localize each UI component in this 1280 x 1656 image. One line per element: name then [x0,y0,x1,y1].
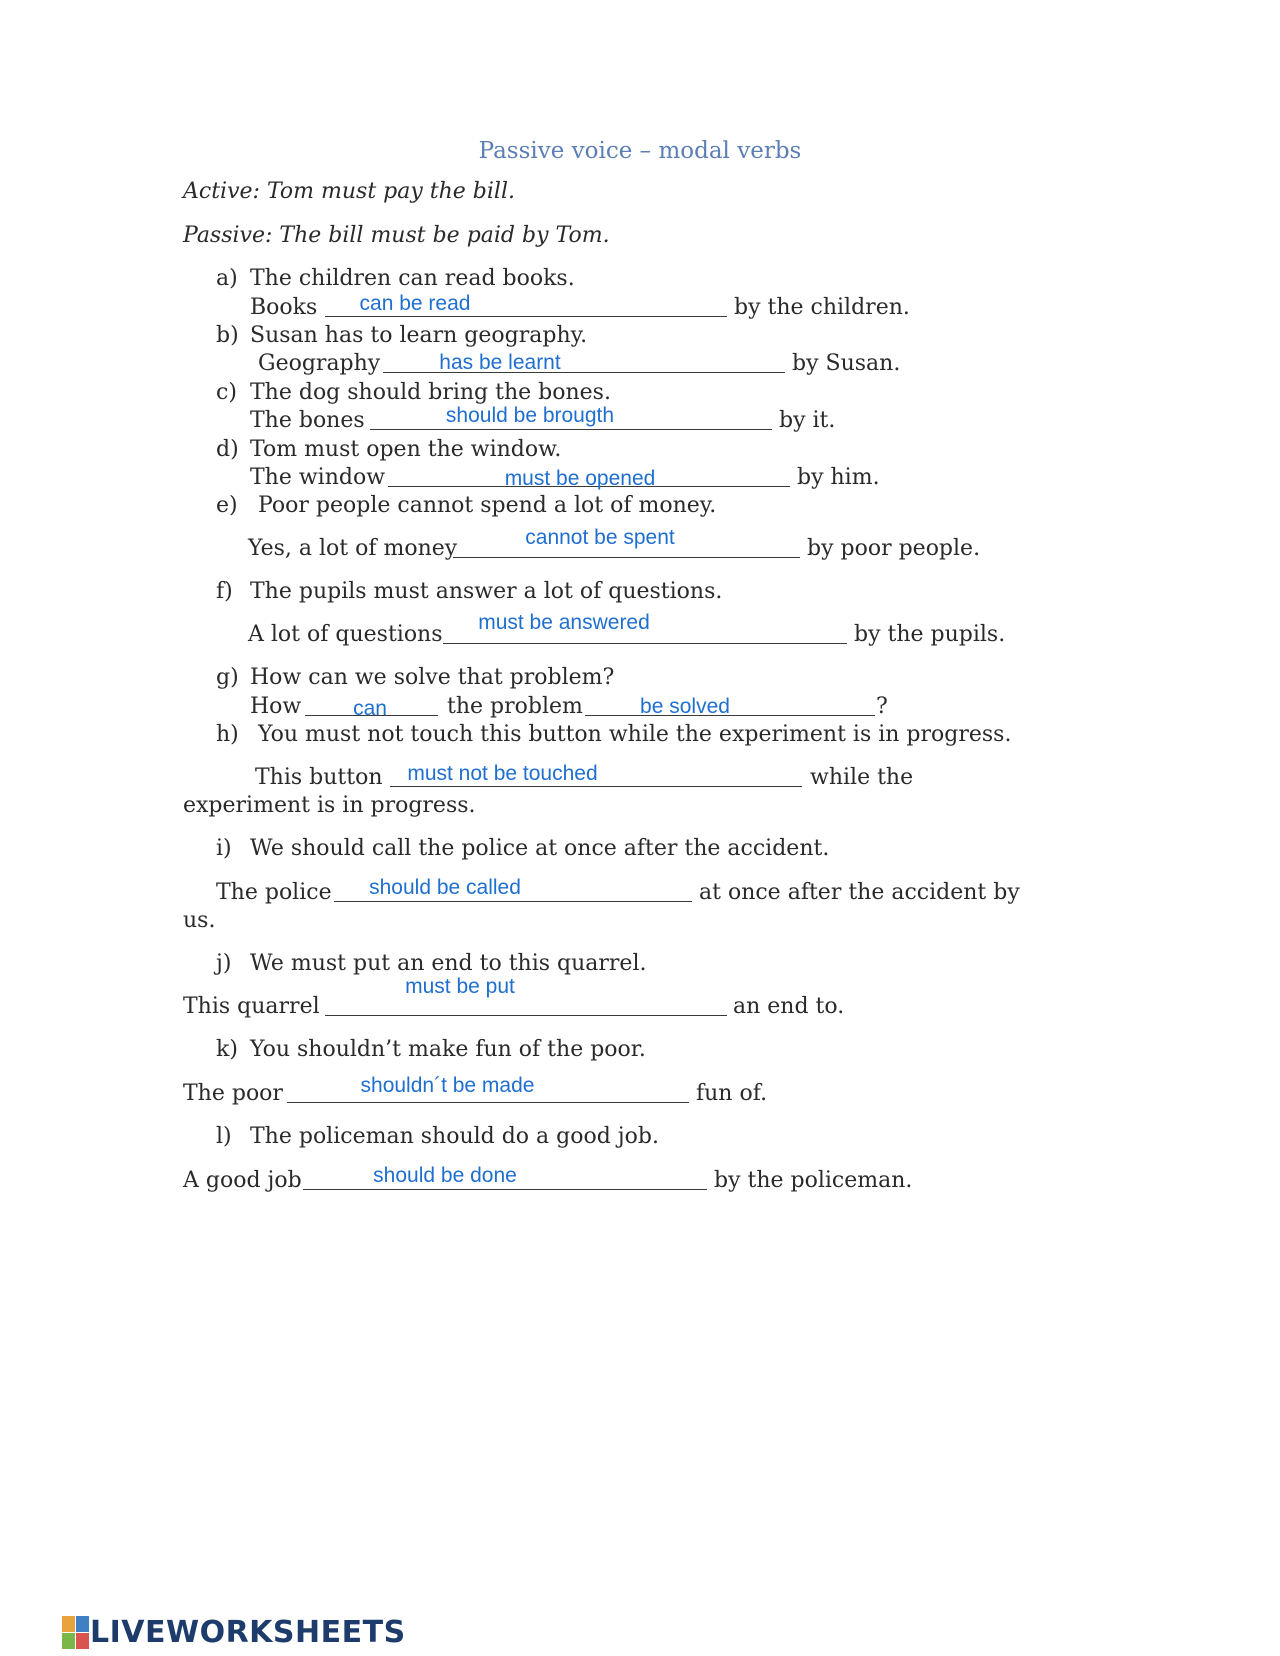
prompt-post: fun of. [696,1081,768,1106]
question-sentence: You must not touch this button while the experiment is in progress. [258,722,1012,747]
answer-field-a[interactable]: can be read [359,292,471,315]
question-l [216,1124,659,1150]
question-sentence: Tom must open the window. [250,437,562,462]
question-sentence: The dog should bring the bones. [250,380,611,405]
question-i [216,836,829,862]
question-label: k) [216,1037,238,1062]
question-a [216,266,575,292]
prompt-post: by the children. [734,295,910,320]
question-sentence: The policeman should do a good job. [250,1124,659,1149]
prompt-pre: The police [216,880,332,905]
answer-field-k[interactable]: shouldn´t be made [360,1074,535,1097]
answer-line [325,1015,727,1016]
question-sentence: Poor people cannot spend a lot of money. [258,493,717,518]
question-label: f) [216,579,233,604]
answer-field-c[interactable]: should be brougth [445,404,615,427]
answer-field-l[interactable]: should be done [373,1164,517,1187]
prompt-post: by the policeman. [714,1168,913,1193]
page-title: Passive voice – modal verbs [478,138,802,164]
prompt-mid: the problem [447,694,583,719]
answer-field-d[interactable]: must be opened [504,467,656,490]
prompt-pre: A lot of questions [248,622,443,647]
question-sentence: We should call the police at once after the accident. [250,836,830,861]
prompt-pre: Geography [258,351,381,376]
answer-line [390,786,802,787]
question-sentence: We must put an end to this quarrel. [250,951,647,976]
prompt-pre: The bones [250,408,365,433]
question-b [216,323,587,349]
answer-field-h[interactable]: must not be touched [407,762,598,785]
answer-line [370,429,772,430]
question-label: d) [216,437,239,462]
example-active: Active: Tom must pay the bill. [183,179,515,204]
question-label: a) [216,266,238,291]
prompt-pre: This button [255,765,383,790]
question-g [216,665,614,691]
prompt-pre: The poor [183,1081,283,1106]
prompt-post-continued: experiment is in progress. [183,793,476,818]
question-c [216,380,611,406]
answer-field-e[interactable]: cannot be spent [525,526,675,549]
question-label: j) [216,951,232,976]
answer-line [303,1189,707,1190]
answer-line [443,643,847,644]
prompt-post: while the [810,765,914,790]
question-label: i) [216,836,232,861]
prompt-post: by him. [797,465,880,490]
prompt-post: at once after the accident by [699,880,1020,905]
example-passive: Passive: The bill must be paid by Tom. [183,223,610,248]
answer-line [453,557,800,558]
answer-field-g1[interactable]: can [353,697,387,720]
answer-field-b[interactable]: has be learnt [439,351,561,374]
prompt-post: ? [876,694,888,719]
question-label: c) [216,380,237,405]
question-j [216,951,646,977]
question-sentence: The children can read books. [250,266,575,291]
question-d [216,437,561,463]
answer-field-f[interactable]: must be answered [478,611,650,634]
answer-field-j[interactable]: must be put [405,975,515,998]
prompt-pre: A good job [183,1168,302,1193]
prompt-pre: How [250,694,302,719]
question-label: e) [216,493,238,518]
prompt-post: by poor people. [807,536,981,561]
prompt-post: an end to. [733,994,845,1019]
logo-text: LIVEWORKSHEETS [90,1614,406,1650]
answer-field-g2[interactable]: be solved [640,695,730,718]
liveworksheets-logo[interactable] [62,1612,406,1652]
question-sentence: The pupils must answer a lot of questions. [250,579,723,604]
prompt-post: by Susan. [792,351,901,376]
prompt-post-continued: us. [183,908,216,933]
question-sentence: You shouldn’t make fun of the poor. [250,1037,646,1062]
question-sentence: Susan has to learn geography. [250,323,588,348]
question-label: l) [216,1124,232,1149]
prompt-post: by the pupils. [854,622,1006,647]
question-k [216,1037,646,1063]
question-label: g) [216,665,239,690]
question-h [216,722,1011,748]
prompt-post: by it. [779,408,836,433]
answer-line [334,901,692,902]
logo-mark-icon [62,1616,88,1648]
prompt-pre: This quarrel [183,994,320,1019]
question-sentence: How can we solve that problem? [250,665,615,690]
prompt-pre: The window [250,465,386,490]
answer-field-i[interactable]: should be called [369,876,521,899]
prompt-pre: Books [250,295,318,320]
answer-line [325,316,727,317]
question-label: b) [216,323,239,348]
question-f [216,579,722,605]
question-label: h) [216,722,239,747]
prompt-pre: Yes, a lot of money [248,536,458,561]
question-e [216,493,716,519]
answer-line [287,1102,689,1103]
